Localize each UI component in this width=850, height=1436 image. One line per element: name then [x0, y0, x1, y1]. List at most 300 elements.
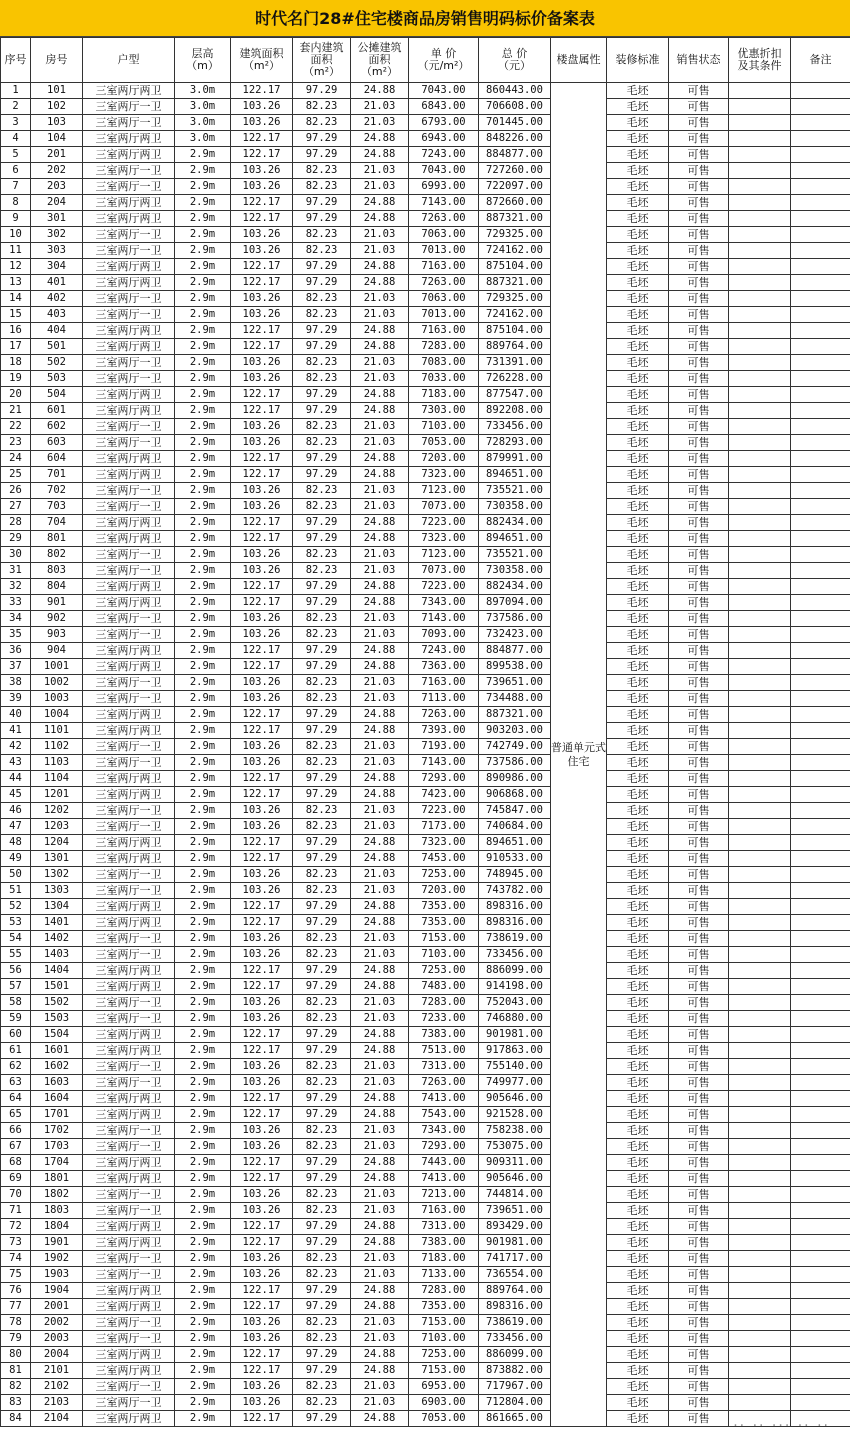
cell-sales-status: 可售	[669, 979, 729, 995]
table-row	[1, 771, 850, 787]
cell-floor-height: 2.9m	[175, 1331, 231, 1347]
cell-seq: 72	[1, 1219, 31, 1235]
cell-remarks	[791, 323, 850, 339]
cell-room: 1404	[31, 963, 83, 979]
cell-total-price: 894651.00	[479, 467, 551, 483]
cell-floor-height: 2.9m	[175, 931, 231, 947]
cell-gross-area: 122.17	[231, 259, 293, 275]
cell-discount	[729, 387, 791, 403]
cell-gross-area: 103.26	[231, 1331, 293, 1347]
cell-shared-area: 24.88	[351, 723, 409, 739]
table-row	[1, 675, 850, 691]
cell-decoration: 毛坯	[607, 147, 669, 163]
cell-decoration: 毛坯	[607, 627, 669, 643]
cell-gross-area: 122.17	[231, 195, 293, 211]
cell-decoration: 毛坯	[607, 99, 669, 115]
cell-floor-height: 2.9m	[175, 755, 231, 771]
header-cell-room: 房号	[31, 38, 83, 83]
cell-total-price: 872660.00	[479, 195, 551, 211]
cell-gross-area: 103.26	[231, 1011, 293, 1027]
cell-decoration: 毛坯	[607, 979, 669, 995]
cell-total-price: 910533.00	[479, 851, 551, 867]
cell-sales-status: 可售	[669, 211, 729, 227]
cell-seq: 43	[1, 755, 31, 771]
cell-decoration: 毛坯	[607, 1347, 669, 1363]
cell-room: 1804	[31, 1219, 83, 1235]
cell-shared-area: 21.03	[351, 1011, 409, 1027]
cell-sales-status: 可售	[669, 691, 729, 707]
cell-shared-area: 21.03	[351, 355, 409, 371]
cell-unit-price: 7053.00	[409, 1411, 479, 1427]
cell-seq: 56	[1, 963, 31, 979]
cell-unit-price: 7203.00	[409, 883, 479, 899]
cell-layout: 三室两厅两卫	[83, 851, 175, 867]
cell-discount	[729, 963, 791, 979]
cell-floor-height: 2.9m	[175, 163, 231, 179]
cell-shared-area: 21.03	[351, 931, 409, 947]
cell-unit-price: 7173.00	[409, 819, 479, 835]
cell-inner-area: 97.29	[293, 835, 351, 851]
cell-gross-area: 122.17	[231, 451, 293, 467]
cell-remarks	[791, 419, 850, 435]
cell-room: 601	[31, 403, 83, 419]
cell-discount	[729, 243, 791, 259]
cell-inner-area: 82.23	[293, 1315, 351, 1331]
cell-total-price: 737586.00	[479, 611, 551, 627]
cell-gross-area: 122.17	[231, 963, 293, 979]
cell-total-price: 724162.00	[479, 307, 551, 323]
cell-sales-status: 可售	[669, 227, 729, 243]
cell-seq: 49	[1, 851, 31, 867]
table-row	[1, 227, 850, 243]
cell-gross-area: 122.17	[231, 595, 293, 611]
cell-sales-status: 可售	[669, 99, 729, 115]
cell-total-price: 727260.00	[479, 163, 551, 179]
cell-room: 1203	[31, 819, 83, 835]
cell-floor-height: 2.9m	[175, 323, 231, 339]
cell-total-price: 906868.00	[479, 787, 551, 803]
cell-sales-status: 可售	[669, 291, 729, 307]
cell-gross-area: 122.17	[231, 1091, 293, 1107]
cell-seq: 79	[1, 1331, 31, 1347]
cell-inner-area: 97.29	[293, 147, 351, 163]
cell-layout: 三室两厅两卫	[83, 595, 175, 611]
cell-discount	[729, 691, 791, 707]
cell-unit-price: 7283.00	[409, 339, 479, 355]
cell-decoration: 毛坯	[607, 211, 669, 227]
cell-shared-area: 24.88	[351, 403, 409, 419]
cell-sales-status: 可售	[669, 1107, 729, 1123]
cell-shared-area: 21.03	[351, 547, 409, 563]
cell-gross-area: 103.26	[231, 227, 293, 243]
cell-remarks	[791, 195, 850, 211]
cell-layout: 三室两厅两卫	[83, 195, 175, 211]
cell-layout: 三室两厅一卫	[83, 691, 175, 707]
cell-floor-height: 2.9m	[175, 547, 231, 563]
cell-decoration: 毛坯	[607, 1251, 669, 1267]
cell-discount	[729, 339, 791, 355]
cell-shared-area: 21.03	[351, 675, 409, 691]
cell-seq: 10	[1, 227, 31, 243]
cell-discount	[729, 1107, 791, 1123]
cell-inner-area: 97.29	[293, 531, 351, 547]
cell-decoration: 毛坯	[607, 771, 669, 787]
cell-remarks	[791, 563, 850, 579]
cell-seq: 18	[1, 355, 31, 371]
cell-unit-price: 7163.00	[409, 259, 479, 275]
cell-unit-price: 6953.00	[409, 1379, 479, 1395]
cell-remarks	[791, 355, 850, 371]
cell-inner-area: 82.23	[293, 739, 351, 755]
cell-room: 102	[31, 99, 83, 115]
cell-total-price: 892208.00	[479, 403, 551, 419]
cell-gross-area: 103.26	[231, 947, 293, 963]
cell-unit-price: 6943.00	[409, 131, 479, 147]
cell-room: 303	[31, 243, 83, 259]
cell-shared-area: 24.88	[351, 131, 409, 147]
cell-unit-price: 7363.00	[409, 659, 479, 675]
cell-decoration: 毛坯	[607, 1363, 669, 1379]
cell-shared-area: 24.88	[351, 1411, 409, 1427]
cell-remarks	[791, 1075, 850, 1091]
table-row	[1, 803, 850, 819]
cell-discount	[729, 563, 791, 579]
cell-inner-area: 97.29	[293, 1027, 351, 1043]
cell-total-price: 905646.00	[479, 1171, 551, 1187]
cell-gross-area: 103.26	[231, 819, 293, 835]
cell-gross-area: 122.17	[231, 835, 293, 851]
cell-floor-height: 2.9m	[175, 387, 231, 403]
table-row	[1, 531, 850, 547]
cell-room: 1703	[31, 1139, 83, 1155]
cell-total-price: 736554.00	[479, 1267, 551, 1283]
cell-gross-area: 103.26	[231, 1139, 293, 1155]
cell-shared-area: 24.88	[351, 1283, 409, 1299]
cell-room: 501	[31, 339, 83, 355]
cell-sales-status: 可售	[669, 355, 729, 371]
cell-remarks	[791, 547, 850, 563]
cell-seq: 66	[1, 1123, 31, 1139]
cell-floor-height: 2.9m	[175, 691, 231, 707]
cell-shared-area: 24.88	[351, 963, 409, 979]
cell-decoration: 毛坯	[607, 227, 669, 243]
cell-floor-height: 2.9m	[175, 803, 231, 819]
cell-discount	[729, 643, 791, 659]
cell-remarks	[791, 99, 850, 115]
cell-sales-status: 可售	[669, 499, 729, 515]
cell-shared-area: 24.88	[351, 1347, 409, 1363]
cell-decoration: 毛坯	[607, 547, 669, 563]
cell-discount	[729, 1363, 791, 1379]
cell-remarks	[791, 1059, 850, 1075]
cell-shared-area: 21.03	[351, 1395, 409, 1411]
header-row	[1, 38, 850, 83]
cell-decoration: 毛坯	[607, 1123, 669, 1139]
cell-unit-price: 7343.00	[409, 1123, 479, 1139]
cell-seq: 8	[1, 195, 31, 211]
table-row	[1, 291, 850, 307]
cell-room: 1201	[31, 787, 83, 803]
cell-total-price: 921528.00	[479, 1107, 551, 1123]
cell-decoration: 毛坯	[607, 787, 669, 803]
table-row	[1, 1219, 850, 1235]
cell-shared-area: 24.88	[351, 707, 409, 723]
cell-seq: 61	[1, 1043, 31, 1059]
cell-remarks	[791, 1091, 850, 1107]
table-row	[1, 1395, 850, 1411]
cell-seq: 73	[1, 1235, 31, 1251]
cell-total-price: 724162.00	[479, 243, 551, 259]
cell-seq: 54	[1, 931, 31, 947]
cell-total-price: 753075.00	[479, 1139, 551, 1155]
cell-total-price: 886099.00	[479, 1347, 551, 1363]
cell-room: 301	[31, 211, 83, 227]
cell-decoration: 毛坯	[607, 707, 669, 723]
cell-inner-area: 97.29	[293, 515, 351, 531]
cell-gross-area: 122.17	[231, 1363, 293, 1379]
cell-remarks	[791, 835, 850, 851]
cell-total-price: 887321.00	[479, 707, 551, 723]
cell-inner-area: 97.29	[293, 1091, 351, 1107]
cell-total-price: 735521.00	[479, 483, 551, 499]
cell-gross-area: 122.17	[231, 467, 293, 483]
header-cell-total-price: 总 价 （元）	[479, 38, 551, 83]
cell-total-price: 877547.00	[479, 387, 551, 403]
cell-discount	[729, 147, 791, 163]
cell-remarks	[791, 451, 850, 467]
cell-layout: 三室两厅两卫	[83, 467, 175, 483]
cell-decoration: 毛坯	[607, 467, 669, 483]
cell-unit-price: 7223.00	[409, 515, 479, 531]
cell-total-price: 861665.00	[479, 1411, 551, 1427]
cell-layout: 三室两厅两卫	[83, 323, 175, 339]
cell-gross-area: 122.17	[231, 515, 293, 531]
table-row	[1, 435, 850, 451]
cell-remarks	[791, 403, 850, 419]
cell-floor-height: 2.9m	[175, 419, 231, 435]
cell-remarks	[791, 1283, 850, 1299]
cell-shared-area: 24.88	[351, 387, 409, 403]
cell-layout: 三室两厅两卫	[83, 1347, 175, 1363]
cell-sales-status: 可售	[669, 451, 729, 467]
table-row	[1, 723, 850, 739]
cell-shared-area: 24.88	[351, 259, 409, 275]
cell-layout: 三室两厅两卫	[83, 915, 175, 931]
cell-total-price: 726228.00	[479, 371, 551, 387]
cell-inner-area: 97.29	[293, 1283, 351, 1299]
cell-shared-area: 24.88	[351, 1171, 409, 1187]
cell-room: 1601	[31, 1043, 83, 1059]
cell-remarks	[791, 211, 850, 227]
cell-unit-price: 6993.00	[409, 179, 479, 195]
cell-total-price: 735521.00	[479, 547, 551, 563]
cell-sales-status: 可售	[669, 707, 729, 723]
table-row	[1, 851, 850, 867]
cell-remarks	[791, 371, 850, 387]
cell-room: 402	[31, 291, 83, 307]
cell-remarks	[791, 707, 850, 723]
cell-discount	[729, 179, 791, 195]
cell-sales-status: 可售	[669, 915, 729, 931]
cell-floor-height: 2.9m	[175, 483, 231, 499]
cell-layout: 三室两厅一卫	[83, 1251, 175, 1267]
cell-total-price: 743782.00	[479, 883, 551, 899]
cell-shared-area: 21.03	[351, 947, 409, 963]
cell-room: 1904	[31, 1283, 83, 1299]
cell-layout: 三室两厅两卫	[83, 275, 175, 291]
cell-floor-height: 2.9m	[175, 1107, 231, 1123]
cell-total-price: 728293.00	[479, 435, 551, 451]
cell-remarks	[791, 771, 850, 787]
cell-room: 1002	[31, 675, 83, 691]
cell-floor-height: 2.9m	[175, 883, 231, 899]
cell-remarks	[791, 787, 850, 803]
cell-unit-price: 7223.00	[409, 579, 479, 595]
cell-layout: 三室两厅两卫	[83, 211, 175, 227]
cell-shared-area: 24.88	[351, 899, 409, 915]
cell-discount	[729, 323, 791, 339]
cell-remarks	[791, 1251, 850, 1267]
cell-layout: 三室两厅一卫	[83, 819, 175, 835]
cell-floor-height: 2.9m	[175, 979, 231, 995]
cell-sales-status: 可售	[669, 1251, 729, 1267]
cell-gross-area: 122.17	[231, 531, 293, 547]
watermark: ·· ·· ··· ·· ··	[733, 1418, 830, 1434]
cell-layout: 三室两厅两卫	[83, 979, 175, 995]
cell-inner-area: 97.29	[293, 451, 351, 467]
cell-gross-area: 122.17	[231, 771, 293, 787]
cell-remarks	[791, 243, 850, 259]
cell-remarks	[791, 1043, 850, 1059]
cell-total-price: 884877.00	[479, 147, 551, 163]
cell-layout: 三室两厅一卫	[83, 179, 175, 195]
cell-seq: 58	[1, 995, 31, 1011]
cell-gross-area: 103.26	[231, 691, 293, 707]
cell-remarks	[791, 499, 850, 515]
cell-total-price: 898316.00	[479, 899, 551, 915]
cell-decoration: 毛坯	[607, 371, 669, 387]
cell-gross-area: 122.17	[231, 1219, 293, 1235]
table-row	[1, 1331, 850, 1347]
cell-room: 1204	[31, 835, 83, 851]
table-row	[1, 403, 850, 419]
cell-layout: 三室两厅一卫	[83, 115, 175, 131]
cell-total-price: 890986.00	[479, 771, 551, 787]
cell-gross-area: 103.26	[231, 371, 293, 387]
cell-remarks	[791, 131, 850, 147]
table-row	[1, 915, 850, 931]
cell-decoration: 毛坯	[607, 1395, 669, 1411]
cell-gross-area: 122.17	[231, 83, 293, 99]
cell-discount	[729, 547, 791, 563]
cell-remarks	[791, 1011, 850, 1027]
cell-discount	[729, 1155, 791, 1171]
cell-floor-height: 3.0m	[175, 83, 231, 99]
table-row	[1, 579, 850, 595]
cell-inner-area: 97.29	[293, 467, 351, 483]
table-row	[1, 611, 850, 627]
cell-floor-height: 2.9m	[175, 1203, 231, 1219]
cell-decoration: 毛坯	[607, 883, 669, 899]
cell-sales-status: 可售	[669, 595, 729, 611]
table-row	[1, 115, 850, 131]
table-row	[1, 659, 850, 675]
cell-total-price: 712804.00	[479, 1395, 551, 1411]
cell-layout: 三室两厅两卫	[83, 83, 175, 99]
cell-layout: 三室两厅两卫	[83, 1155, 175, 1171]
cell-floor-height: 2.9m	[175, 259, 231, 275]
cell-sales-status: 可售	[669, 675, 729, 691]
cell-decoration: 毛坯	[607, 851, 669, 867]
cell-room: 801	[31, 531, 83, 547]
cell-decoration: 毛坯	[607, 963, 669, 979]
cell-room: 2004	[31, 1347, 83, 1363]
cell-layout: 三室两厅两卫	[83, 1171, 175, 1187]
cell-discount	[729, 131, 791, 147]
cell-layout: 三室两厅一卫	[83, 1139, 175, 1155]
cell-floor-height: 2.9m	[175, 1187, 231, 1203]
cell-total-price: 882434.00	[479, 579, 551, 595]
cell-inner-area: 97.29	[293, 643, 351, 659]
cell-decoration: 毛坯	[607, 691, 669, 707]
cell-discount	[729, 947, 791, 963]
cell-floor-height: 2.9m	[175, 451, 231, 467]
cell-discount	[729, 1395, 791, 1411]
cell-layout: 三室两厅一卫	[83, 931, 175, 947]
cell-total-price: 729325.00	[479, 291, 551, 307]
cell-unit-price: 7283.00	[409, 1283, 479, 1299]
cell-sales-status: 可售	[669, 323, 729, 339]
cell-unit-price: 7293.00	[409, 771, 479, 787]
cell-discount	[729, 1203, 791, 1219]
cell-decoration: 毛坯	[607, 131, 669, 147]
cell-remarks	[791, 723, 850, 739]
cell-gross-area: 103.26	[231, 627, 293, 643]
cell-unit-price: 7043.00	[409, 163, 479, 179]
cell-discount	[729, 835, 791, 851]
cell-room: 1603	[31, 1075, 83, 1091]
cell-gross-area: 103.26	[231, 163, 293, 179]
cell-room: 702	[31, 483, 83, 499]
cell-discount	[729, 1043, 791, 1059]
cell-seq: 60	[1, 1027, 31, 1043]
cell-floor-height: 2.9m	[175, 659, 231, 675]
cell-decoration: 毛坯	[607, 355, 669, 371]
cell-room: 302	[31, 227, 83, 243]
cell-layout: 三室两厅一卫	[83, 547, 175, 563]
table-row	[1, 691, 850, 707]
cell-layout: 三室两厅两卫	[83, 723, 175, 739]
table-row	[1, 195, 850, 211]
cell-layout: 三室两厅一卫	[83, 1395, 175, 1411]
cell-shared-area: 24.88	[351, 531, 409, 547]
cell-room: 1003	[31, 691, 83, 707]
cell-shared-area: 24.88	[351, 515, 409, 531]
cell-floor-height: 2.9m	[175, 851, 231, 867]
cell-discount	[729, 99, 791, 115]
cell-unit-price: 7543.00	[409, 1107, 479, 1123]
cell-inner-area: 97.29	[293, 787, 351, 803]
cell-remarks	[791, 1139, 850, 1155]
cell-unit-price: 7263.00	[409, 707, 479, 723]
cell-room: 1303	[31, 883, 83, 899]
cell-total-price: 914198.00	[479, 979, 551, 995]
cell-decoration: 毛坯	[607, 611, 669, 627]
cell-inner-area: 97.29	[293, 723, 351, 739]
cell-sales-status: 可售	[669, 1267, 729, 1283]
cell-room: 1903	[31, 1267, 83, 1283]
cell-room: 204	[31, 195, 83, 211]
